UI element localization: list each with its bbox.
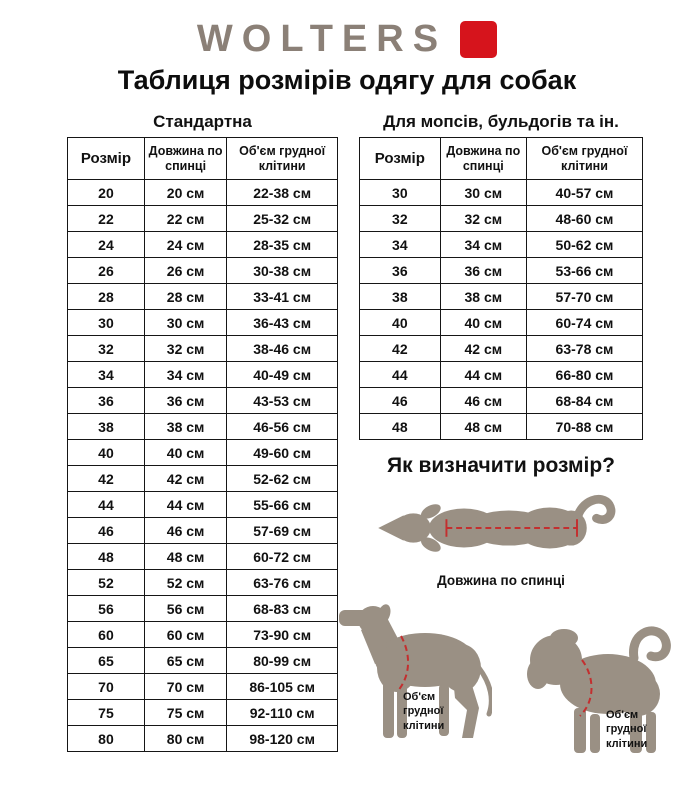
table-cell: 32 см — [144, 336, 226, 362]
table-cell: 48 см — [144, 544, 226, 570]
back-length-label: Довжина по спинці — [437, 573, 565, 588]
table-row — [360, 310, 643, 336]
table-cell: 20 — [68, 180, 145, 206]
pug-size-section — [359, 112, 648, 761]
table-cell: 22 — [68, 206, 145, 232]
standard-table-title: Стандартна — [153, 112, 252, 131]
pug-table-head — [360, 138, 643, 180]
table-cell: 80 см — [144, 726, 226, 752]
table-cell: 33-41 см — [227, 284, 338, 310]
table-row — [68, 362, 338, 388]
table-cell: 38 — [68, 414, 145, 440]
table-cell: 32 — [360, 206, 441, 232]
table-cell: 40 см — [144, 440, 226, 466]
table-cell: 36 см — [144, 388, 226, 414]
table-cell: 28-35 см — [227, 232, 338, 258]
table-row — [360, 362, 643, 388]
table-cell: 44 см — [440, 362, 526, 388]
table-cell: 44 — [360, 362, 441, 388]
table-cell: 92-110 см — [227, 700, 338, 726]
table-cell: 30-38 см — [227, 258, 338, 284]
table-cell: 68-84 см — [526, 388, 642, 414]
chest-diagrams — [337, 598, 648, 761]
table-cell: 60-72 см — [227, 544, 338, 570]
table-cell: 56 см — [144, 596, 226, 622]
dog-top-view-icon — [372, 490, 630, 566]
column-header: Довжина по спинці — [144, 138, 226, 180]
chest-volume-label: Об'єм грудної клітини — [403, 691, 445, 732]
table-cell: 68-83 см — [227, 596, 338, 622]
column-header: Об'єм грудної клітини — [227, 138, 338, 180]
table-row — [68, 648, 338, 674]
table-cell: 28 — [68, 284, 145, 310]
table-cell: 36 — [360, 258, 441, 284]
table-cell: 40 — [360, 310, 441, 336]
back-length-diagram — [359, 490, 643, 588]
brand-logo-text: WOLTERS — [196, 18, 448, 60]
table-row — [68, 388, 338, 414]
table-cell: 57-70 см — [526, 284, 642, 310]
brand-logo — [0, 0, 694, 60]
how-to-measure-title: Як визначити розмір? — [387, 454, 615, 477]
table-row — [68, 596, 338, 622]
table-row — [360, 336, 643, 362]
table-cell: 63-76 см — [227, 570, 338, 596]
tables-section — [0, 112, 694, 761]
table-cell: 26 — [68, 258, 145, 284]
table-cell: 70 см — [144, 674, 226, 700]
standard-table-body — [68, 180, 338, 752]
table-row — [68, 570, 338, 596]
table-row — [360, 388, 643, 414]
table-cell: 52-62 см — [227, 466, 338, 492]
table-cell: 52 см — [144, 570, 226, 596]
table-cell: 55-66 см — [227, 492, 338, 518]
table-cell: 30 см — [440, 180, 526, 206]
table-row — [68, 466, 338, 492]
table-cell: 63-78 см — [526, 336, 642, 362]
table-cell: 43-53 см — [227, 388, 338, 414]
table-cell: 22 см — [144, 206, 226, 232]
page-title: Таблиця розмірів одягу для собак — [117, 65, 577, 95]
table-cell: 26 см — [144, 258, 226, 284]
table-cell: 48 — [360, 414, 441, 440]
table-cell: 50-62 см — [526, 232, 642, 258]
table-cell: 75 — [68, 700, 145, 726]
table-row — [68, 622, 338, 648]
column-header: Розмір — [360, 138, 441, 180]
table-cell: 28 см — [144, 284, 226, 310]
table-cell: 38 см — [440, 284, 526, 310]
table-cell: 57-69 см — [227, 518, 338, 544]
pug-dog-diagram — [520, 616, 680, 761]
table-cell: 80-99 см — [227, 648, 338, 674]
pug-table-body — [360, 180, 643, 440]
table-cell: 73-90 см — [227, 622, 338, 648]
table-cell: 40 — [68, 440, 145, 466]
table-cell: 36 — [68, 388, 145, 414]
table-cell: 52 — [68, 570, 145, 596]
table-row — [68, 674, 338, 700]
table-row — [68, 492, 338, 518]
table-cell: 86-105 см — [227, 674, 338, 700]
table-row — [360, 258, 643, 284]
table-cell: 30 — [360, 180, 441, 206]
table-cell: 65 см — [144, 648, 226, 674]
table-cell: 22-38 см — [227, 180, 338, 206]
column-header: Розмір — [68, 138, 145, 180]
table-cell: 75 см — [144, 700, 226, 726]
table-row — [68, 700, 338, 726]
table-cell: 34 — [360, 232, 441, 258]
table-cell: 44 см — [144, 492, 226, 518]
table-cell: 34 см — [144, 362, 226, 388]
table-row — [68, 206, 338, 232]
table-row — [68, 726, 338, 752]
pug-table-title: Для мопсів, бульдогів та ін. — [383, 112, 619, 131]
table-cell: 32 — [68, 336, 145, 362]
table-cell: 66-80 см — [526, 362, 642, 388]
table-cell: 60 — [68, 622, 145, 648]
table-cell: 38 см — [144, 414, 226, 440]
table-row — [68, 336, 338, 362]
standard-size-section — [67, 112, 338, 752]
table-cell: 34 см — [440, 232, 526, 258]
table-cell: 46 — [360, 388, 441, 414]
table-cell: 60-74 см — [526, 310, 642, 336]
table-cell: 42 — [360, 336, 441, 362]
table-row — [68, 310, 338, 336]
big-dog-diagram — [337, 598, 492, 761]
table-row — [360, 414, 643, 440]
header-row — [68, 138, 338, 180]
table-row — [68, 440, 338, 466]
table-cell: 44 — [68, 492, 145, 518]
table-cell: 46 — [68, 518, 145, 544]
column-header: Об'єм грудної клітини — [526, 138, 642, 180]
table-cell: 34 — [68, 362, 145, 388]
standard-size-table — [67, 137, 338, 752]
table-row — [68, 232, 338, 258]
table-row — [68, 284, 338, 310]
table-cell: 36-43 см — [227, 310, 338, 336]
table-row — [360, 206, 643, 232]
chest-volume-label: Об'єм грудної клітини — [606, 709, 648, 750]
table-cell: 49-60 см — [227, 440, 338, 466]
table-cell: 70-88 см — [526, 414, 642, 440]
table-cell: 98-120 см — [227, 726, 338, 752]
pug-size-table — [359, 137, 643, 440]
table-cell: 20 см — [144, 180, 226, 206]
table-cell: 38 — [360, 284, 441, 310]
table-cell: 25-32 см — [227, 206, 338, 232]
table-row — [68, 544, 338, 570]
table-cell: 53-66 см — [526, 258, 642, 284]
table-cell: 24 — [68, 232, 145, 258]
column-header: Довжина по спинці — [440, 138, 526, 180]
table-cell: 42 см — [440, 336, 526, 362]
table-cell: 30 — [68, 310, 145, 336]
table-cell: 48 см — [440, 414, 526, 440]
table-row — [68, 258, 338, 284]
table-cell: 65 — [68, 648, 145, 674]
table-row — [360, 232, 643, 258]
header-row — [360, 138, 643, 180]
table-cell: 46 см — [440, 388, 526, 414]
table-cell: 42 — [68, 466, 145, 492]
table-cell: 24 см — [144, 232, 226, 258]
table-cell: 48 — [68, 544, 145, 570]
table-cell: 46-56 см — [227, 414, 338, 440]
table-cell: 30 см — [144, 310, 226, 336]
table-cell: 42 см — [144, 466, 226, 492]
table-cell: 46 см — [144, 518, 226, 544]
table-row — [68, 180, 338, 206]
standard-table-head — [68, 138, 338, 180]
table-cell: 36 см — [440, 258, 526, 284]
table-row — [360, 284, 643, 310]
table-row — [68, 518, 338, 544]
table-row — [360, 180, 643, 206]
brand-red-square-icon — [460, 21, 497, 58]
table-cell: 40-49 см — [227, 362, 338, 388]
table-cell: 40-57 см — [526, 180, 642, 206]
table-row — [68, 414, 338, 440]
table-cell: 38-46 см — [227, 336, 338, 362]
table-cell: 56 — [68, 596, 145, 622]
table-cell: 80 — [68, 726, 145, 752]
table-cell: 32 см — [440, 206, 526, 232]
table-cell: 60 см — [144, 622, 226, 648]
table-cell: 48-60 см — [526, 206, 642, 232]
table-cell: 40 см — [440, 310, 526, 336]
table-cell: 70 — [68, 674, 145, 700]
